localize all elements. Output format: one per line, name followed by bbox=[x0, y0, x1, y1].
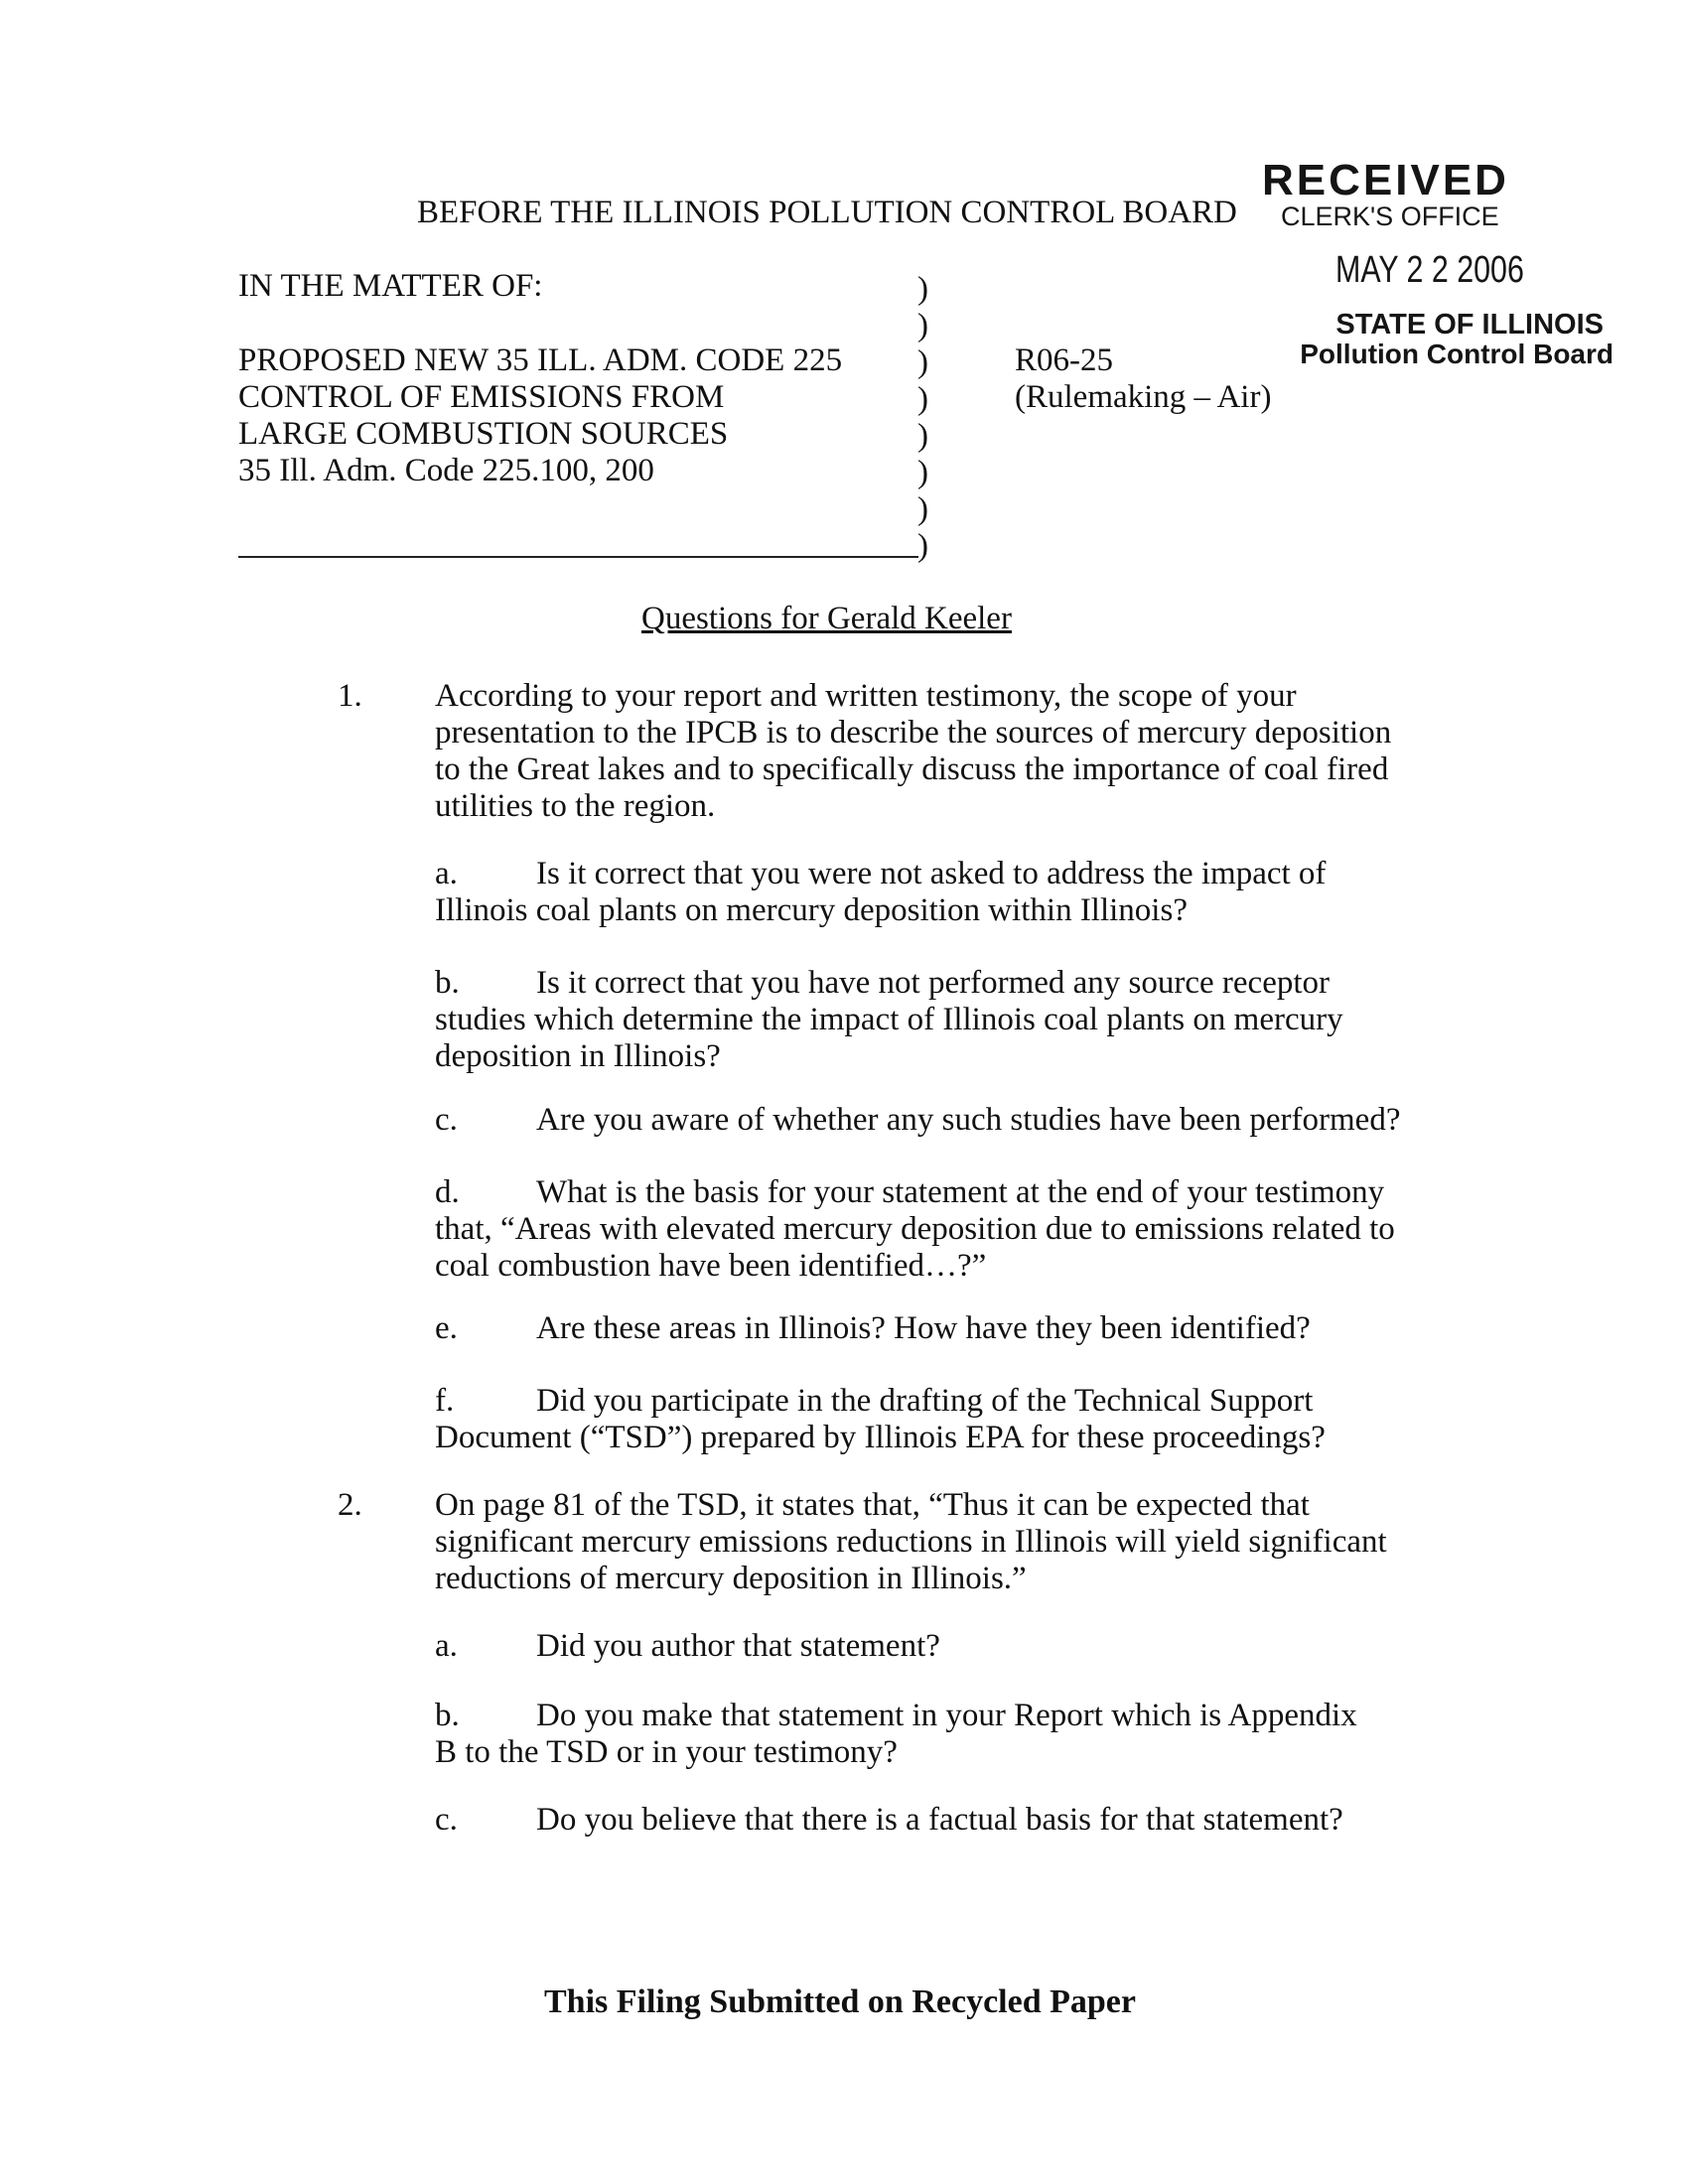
paren-5: ) bbox=[917, 418, 928, 454]
paren-4: ) bbox=[917, 381, 928, 417]
sub-label: a. bbox=[435, 856, 458, 891]
sub-text: Is it correct that you were not asked to address the impact of Illinois coal plants on mercury deposition within Illinois? bbox=[435, 856, 1327, 928]
sub-text: Do you make that statement in your Report which is Appendix B to the TSD or in your testimony? bbox=[435, 1698, 1357, 1770]
sub-label: c. bbox=[435, 1102, 458, 1138]
caption-line-1: PROPOSED NEW 35 ILL. ADM. CODE 225 bbox=[238, 342, 843, 378]
sub-question bbox=[435, 1802, 1418, 1839]
question-text: On page 81 of the TSD, it states that, “Thus it can be expected that significant mercury emissions reductions in Illinois will yield significant reductions of mercury deposition in Illinois.” bbox=[435, 1487, 1387, 1596]
caption-rule bbox=[238, 556, 918, 558]
sub-text: Did you author that statement? bbox=[536, 1628, 940, 1664]
sub-question bbox=[435, 856, 1329, 929]
sub-question bbox=[435, 1698, 1383, 1771]
received-stamp bbox=[1256, 156, 1614, 369]
sub-label: b. bbox=[435, 965, 460, 1001]
docket-type: (Rulemaking – Air) bbox=[1015, 379, 1272, 415]
document-heading: Questions for Gerald Keeler bbox=[641, 601, 1012, 636]
sub-label: f. bbox=[435, 1383, 455, 1419]
paren-7: ) bbox=[917, 491, 928, 527]
paren-2: ) bbox=[917, 308, 928, 343]
caption-line-3: LARGE COMBUSTION SOURCES bbox=[238, 416, 729, 452]
sub-question bbox=[435, 965, 1346, 1075]
sub-question bbox=[435, 1628, 1329, 1665]
sub-question bbox=[435, 1310, 1418, 1347]
question-text: According to your report and written testimony, the scope of your presentation to the IPCB is to describe the sources of mercury deposition to the Great lakes and to specifically discuss the importance of coal fired utilities to the region. bbox=[435, 678, 1392, 824]
sub-text: What is the basis for your statement at the end of your testimony that, “Areas with elevated mercury deposition due to emissions related to coal combustion have been identified…?” bbox=[435, 1174, 1395, 1284]
paren-1: ) bbox=[917, 271, 928, 307]
sub-text: Did you participate in the drafting of the Technical Support Document (“TSD”) prepared by Illinois EPA for these proceedings? bbox=[435, 1383, 1326, 1455]
sub-label: e. bbox=[435, 1310, 458, 1346]
stamp-received: RECEIVED bbox=[1262, 156, 1509, 205]
sub-question bbox=[435, 1174, 1403, 1285]
sub-text: Are you aware of whether any such studies have been performed? bbox=[536, 1102, 1401, 1138]
sub-label: d. bbox=[435, 1174, 460, 1210]
caption-line-2: CONTROL OF EMISSIONS FROM bbox=[238, 379, 725, 415]
paren-6: ) bbox=[917, 455, 928, 490]
stamp-date: MAY 2 2 2006 bbox=[1335, 249, 1524, 291]
sub-text: Is it correct that you have not performed any source receptor studies which determine the impact of Illinois coal plants on mercury deposition in Illinois? bbox=[435, 965, 1343, 1074]
sub-label: a. bbox=[435, 1628, 458, 1664]
docket-number: R06-25 bbox=[1015, 342, 1113, 378]
stamp-board: Pollution Control Board bbox=[1300, 339, 1614, 369]
board-title: BEFORE THE ILLINOIS POLLUTION CONTROL BOARD bbox=[417, 195, 1237, 230]
matter-label: IN THE MATTER OF: bbox=[238, 268, 543, 304]
sub-question bbox=[435, 1383, 1333, 1456]
sub-question bbox=[435, 1102, 1418, 1139]
sub-text: Are these areas in Illinois? How have they been identified? bbox=[536, 1310, 1311, 1346]
paren-3: ) bbox=[917, 344, 928, 380]
sub-label: c. bbox=[435, 1802, 458, 1838]
stamp-office: CLERK'S OFFICE bbox=[1281, 202, 1499, 231]
question-number: 1. bbox=[338, 678, 362, 714]
stamp-state: STATE OF ILLINOIS bbox=[1335, 309, 1604, 341]
question-number: 2. bbox=[338, 1487, 362, 1523]
sub-text: Do you believe that there is a factual basis for that statement? bbox=[536, 1802, 1343, 1838]
sub-label: b. bbox=[435, 1698, 460, 1733]
recycled-paper-footer: This Filing Submitted on Recycled Paper bbox=[544, 1983, 1136, 2020]
caption-line-4: 35 Ill. Adm. Code 225.100, 200 bbox=[238, 453, 654, 488]
paren-8: ) bbox=[917, 528, 928, 564]
